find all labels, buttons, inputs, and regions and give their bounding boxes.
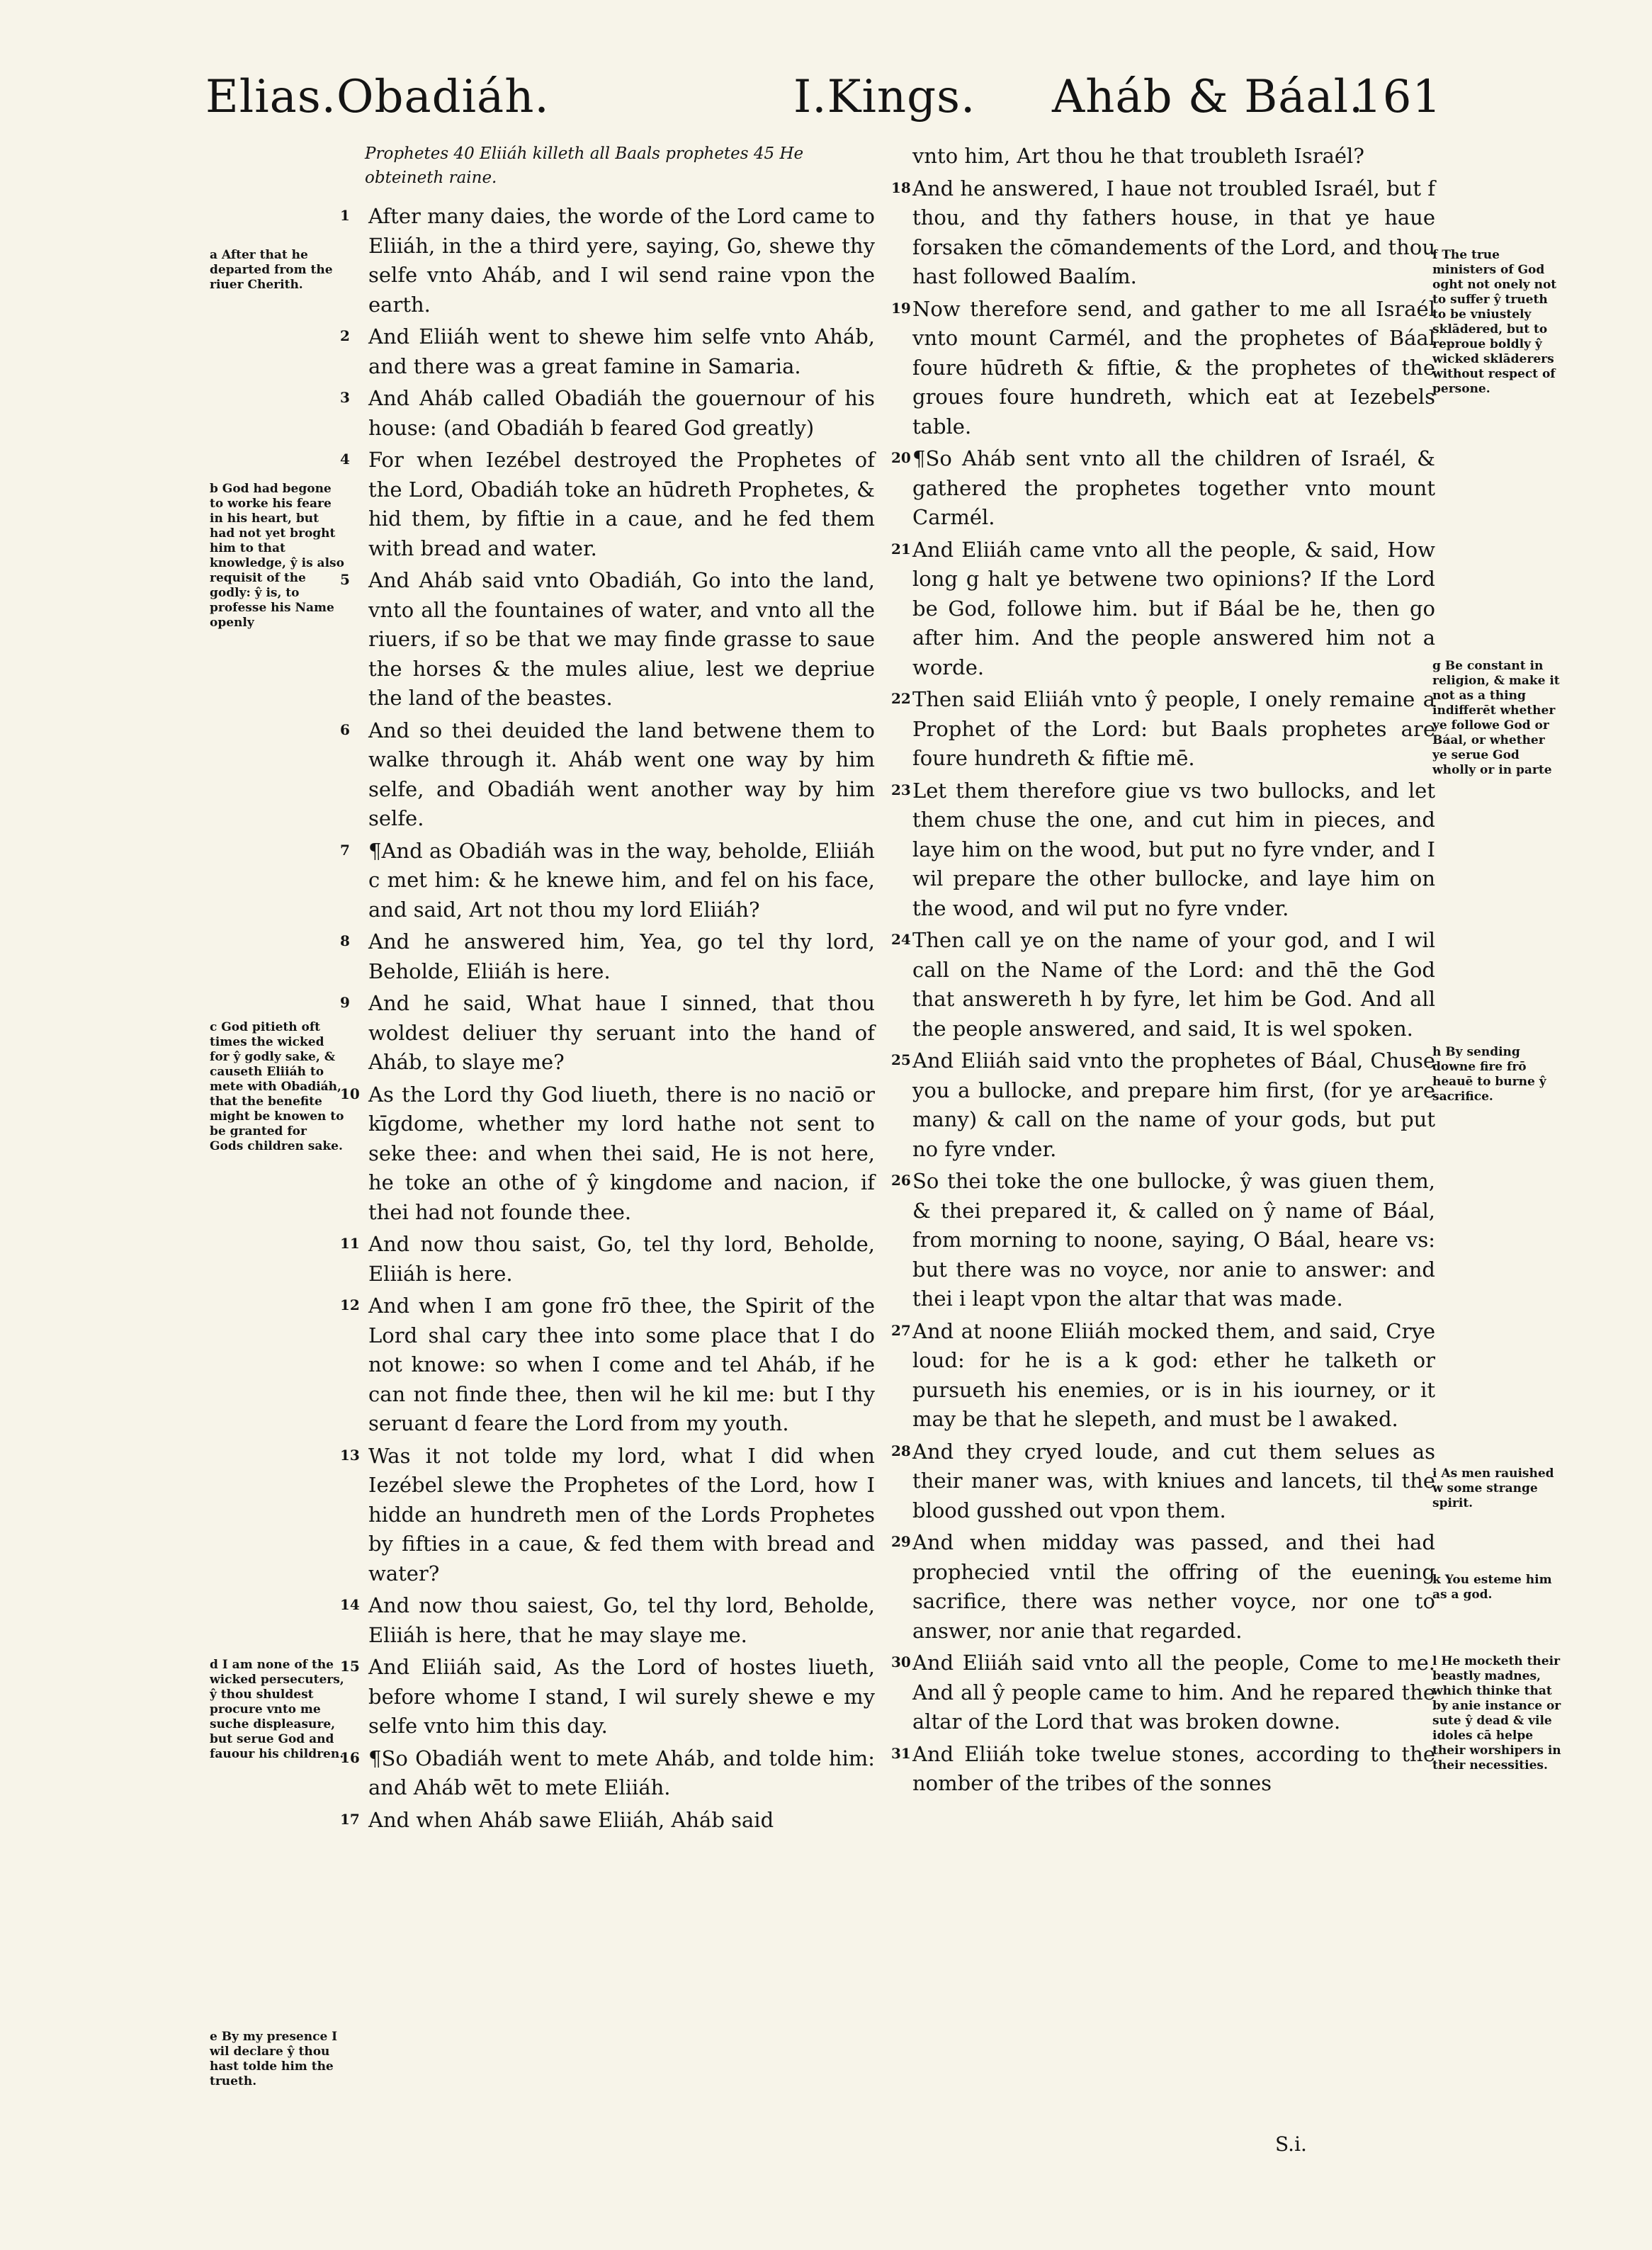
- verse-text: After many daies, the worde of the Lord came to Eliiáh, in the a third yere, saying, Go, shewe thy selfe vnto Aháb, and I wil send raine vpon the earth.: [368, 204, 875, 317]
- verse: [891, 174, 1435, 292]
- verse: [891, 1437, 1435, 1526]
- verse-text: And Eliiáh toke twelue stones, according to the nomber of the tribes of the sonnes: [912, 1741, 1435, 1795]
- margin-note: a After that he departed from the riuer Cherith.: [210, 248, 333, 292]
- verse-text: And now thou saiest, Go, tel thy lord, Beholde, Eliiáh is here, that he may slaye me.: [368, 1593, 875, 1647]
- verse-text: Then said Eliiáh vnto ŷ people, I onely remaine a Prophet of the Lord: but Baals prophetes are foure hundreth & fiftie mē.: [912, 687, 1435, 770]
- verse: [340, 322, 875, 381]
- verse: [891, 1317, 1435, 1435]
- verse-number: 4: [340, 451, 350, 468]
- margin-note: b God had begone to worke his feare in his heart, but had not yet broght him to that knowledge, ŷ is also requisit of the godly: ŷ is, to professe his Name openly: [210, 482, 344, 630]
- verse-text: And at noone Eliiáh mocked them, and said, Crye loud: for he is a k god: ether he talketh or pursueth his enemies, or is in his iourney, or it may be that he slepeth, and must be l awaked.: [912, 1318, 1435, 1431]
- verse-number: 16: [340, 1748, 360, 1766]
- margin-note: d I am none of the wicked persecuters, ŷ thou shuldest procure vnto me suche displeasure, but serue God and fauour his children.: [210, 1658, 344, 1761]
- verse-text: And Aháb called Obadiáh the gouernour of his house: (and Obadiáh b feared God greatly): [368, 386, 875, 440]
- verse-text: ¶And as Obadiáh was in the way, beholde, Eliiáh c met him: & he knewe him, and fel on his face, and said, Art not thou my lord Eliiáh?: [368, 838, 875, 922]
- verse-number: 9: [340, 994, 350, 1011]
- verse-number: 15: [340, 1658, 360, 1675]
- margin-note: g Be constant in religion, & make it not as a thing indifferēt whether ye followe God or Báal, or whether ye serue God wholly or in parte: [1432, 659, 1560, 777]
- verse: [891, 295, 1435, 442]
- verse: [891, 926, 1435, 1044]
- margin-note: f The true ministers of God oght not onely not to suffer ŷ trueth to be vniustely sklādered, but to reproue boldly ŷ wicked sklāderers without respect of persone.: [1432, 248, 1557, 396]
- verse-text: For when Iezébel destroyed the Prophetes of the Lord, Obadiáh toke an hūdreth Prophetes, & hid them, by fiftie in a caue, and he fed them with bread and water.: [368, 448, 875, 560]
- verse: [891, 1740, 1435, 1799]
- margin-note: k You esteme him as a god.: [1432, 1573, 1552, 1602]
- verse-number: 10: [340, 1085, 360, 1102]
- header-right-title: Aháb & Báal.: [1052, 71, 1364, 123]
- verse-number: 26: [891, 1172, 911, 1189]
- verse: [340, 927, 875, 986]
- verse: [340, 1744, 875, 1803]
- verse-number: 17: [340, 1810, 360, 1828]
- verse-text: And now thou saist, Go, tel thy lord, Beholde, Eliiáh is here.: [368, 1232, 875, 1286]
- verse-text: And he said, What haue I sinned, that thou woldest deliuer thy seruant into the hand of Aháb, to slaye me?: [368, 991, 875, 1074]
- verse-text: And Eliiáh came vnto all the people, & said, How long g halt ye betwene two opinions? If the Lord be God, followe him. but if Báal be he, then go after him. And the people answered him not a worde.: [912, 537, 1435, 679]
- verse-text: And when Aháb sawe Eliiáh, Aháb said: [368, 1807, 774, 1832]
- verse-text: vnto him, Art thou he that troubleth Israél?: [912, 144, 1364, 168]
- verse: [340, 446, 875, 563]
- verse: [340, 566, 875, 713]
- verse-text: So thei toke the one bullocke, ŷ was giuen them, & thei prepared it, & called on ŷ name of Báal, from morning to noone, saying, O Báal, heare vs: but there was no voyce, nor anie to answer: and thei i leapt vpon the altar that was made.: [912, 1169, 1435, 1311]
- header-left-title: Elias.Obadiáh.: [205, 71, 550, 123]
- page-number: 161: [1353, 71, 1442, 123]
- verse-text: Now therefore send, and gather to me all Israél vnto mount Carmél, and the prophetes of Báal foure hūdreth & fiftie, & the prophetes of the groues foure hundreth, which eat at Iezebels table.: [912, 296, 1435, 439]
- verse-text: Then call ye on the name of your god, and I wil call on the Name of the Lord: and thē the God that answereth h by fyre, let him be God. And all the people answered, and said, It is wel spoken.: [912, 928, 1435, 1041]
- verse: [340, 1080, 875, 1228]
- header-book-title: I.Kings.: [793, 71, 976, 123]
- verse-number: 25: [891, 1051, 911, 1068]
- verse-text: And he answered, I haue not troubled Israél, but f thou, and thy fathers house, in that ye haue forsaken the cōmandements of the Lord, and thou hast followed Baalím.: [912, 176, 1435, 288]
- margin-note: c God pitieth oft times the wicked for ŷ godly sake, & causeth Eliiáh to mete with Obadiáh, that the benefite might be knowen to be granted for Gods children sake.: [210, 1020, 344, 1153]
- verse-text: And Eliiáh said vnto the prophetes of Báal, Chuse you a bullocke, and prepare him first, (for ye are many) & call on the name of your gods, but put no fyre vnder.: [912, 1048, 1435, 1161]
- verse-number: 24: [891, 931, 911, 948]
- verse-number: 6: [340, 720, 350, 738]
- verse: [891, 1167, 1435, 1314]
- verse: [340, 1806, 875, 1836]
- verse-number: 22: [891, 690, 911, 707]
- verse-number: 28: [891, 1442, 911, 1459]
- verse-number: 8: [340, 932, 350, 949]
- left-text-column: [340, 202, 875, 1838]
- margin-note: h By sending downe fire frō heauē to burne ŷ sacrifice.: [1432, 1045, 1546, 1104]
- running-header: [205, 65, 1452, 143]
- verse: [891, 1046, 1435, 1164]
- verse: [340, 1230, 875, 1289]
- verse: [340, 989, 875, 1078]
- verse-text: And he answered him, Yea, go tel thy lord, Beholde, Eliiáh is here.: [368, 929, 875, 983]
- signature-mark: S.i.: [1275, 2132, 1307, 2156]
- verse-number: 11: [340, 1235, 360, 1252]
- verse-number: 13: [340, 1446, 360, 1464]
- verse-number: 21: [891, 540, 911, 558]
- verse-text: And when midday was passed, and thei had prophecied vntil the offring of the euening sacrifice, there was nether voyce, nor one to answer, nor anie that regarded.: [912, 1530, 1435, 1643]
- verse: [891, 776, 1435, 924]
- verse: [891, 1528, 1435, 1646]
- verse: [891, 142, 1435, 171]
- verse-number: 30: [891, 1653, 911, 1670]
- verse-number: 31: [891, 1744, 911, 1762]
- verse-text: ¶So Aháb sent vnto all the children of Israél, & gathered the prophetes together vnto mount Carmél.: [912, 446, 1435, 529]
- verse-text: Let them therefore giue vs two bullocks, and let them chuse the one, and cut him in pieces, and laye him on the wood, but put no fyre vnder, and I wil prepare the other bullocke, and laye him on the wood, and wil put no fyre vnder.: [912, 778, 1435, 920]
- verse-text: As the Lord thy God liueth, there is no naciō or kīgdome, whether my lord hathe not sent to seke thee: and when thei said, He is not here, he toke an othe of ŷ kingdome and nacion, if thei had not founde thee.: [368, 1082, 875, 1224]
- verse-number: 12: [340, 1296, 360, 1313]
- verse: [340, 1591, 875, 1650]
- verse-number: 20: [891, 449, 911, 466]
- chapter-summary: Prophetes 40 Eliiáh killeth all Baals prophetes 45 He obteineth raine.: [365, 145, 804, 187]
- verse-text: And when I am gone frō thee, the Spirit of the Lord shal cary thee into some place that I do not knowe: so when I come and tel Aháb, if he can not finde thee, then wil he kil me: but I thy seruant d feare the Lord from my youth.: [368, 1294, 875, 1435]
- verse-number: 27: [891, 1321, 911, 1339]
- verse-text: Was it not tolde my lord, what I did when Iezébel slewe the Prophetes of the Lord, how I hidde an hundreth men of the Lords Prophetes by fifties in a caue, & fed them with bread and water?: [368, 1443, 875, 1585]
- verse: [340, 1653, 875, 1741]
- verse-number: 7: [340, 841, 350, 859]
- margin-note: i As men rauished w some strange spirit.: [1432, 1466, 1554, 1510]
- verse-number: 14: [340, 1596, 360, 1613]
- verse-text: And Eliiáh said vnto all the people, Come to me. And all ŷ people came to him. And he repared the altar of the Lord that was broken downe.: [912, 1651, 1435, 1734]
- verse-text: And Aháb said vnto Obadiáh, Go into the land, vnto all the fountaines of water, and vnto all the riuers, if so be that we may finde grasse to saue the horses & the mules aliue, lest we depriue the land of the beastes.: [368, 568, 875, 710]
- verse-text: ¶So Obadiáh went to mete Aháb, and tolde him: and Aháb wēt to mete Eliiáh.: [368, 1746, 875, 1799]
- verse-number: 18: [891, 179, 911, 196]
- verse-number: 19: [891, 299, 911, 317]
- verse-number: 5: [340, 571, 350, 588]
- verse: [340, 716, 875, 834]
- verse: [340, 202, 875, 320]
- verse: [891, 1649, 1435, 1737]
- verse-number: 29: [891, 1533, 911, 1550]
- verse: [891, 444, 1435, 533]
- verse: [340, 1442, 875, 1589]
- verse: [891, 536, 1435, 683]
- verse-text: And they cryed loude, and cut them selues as their maner was, with kniues and lancets, til the blood gusshed out vpon them.: [912, 1439, 1435, 1522]
- verse-text: And so thei deuided the land betwene them to walke through it. Aháb went one way by him selfe, and Obadiáh went another way by him selfe.: [368, 718, 875, 830]
- right-text-column: [891, 142, 1435, 1802]
- verse: [340, 837, 875, 925]
- verse-text: And Eliiáh said, As the Lord of hostes liueth, before whome I stand, I wil surely shewe e my selfe vnto him this day.: [368, 1655, 875, 1738]
- margin-note: l He mocketh their beastly madnes, which thinke that by anie instance or sute ŷ dead & vile idoles cā helpe their worshipers in their necessities.: [1432, 1654, 1561, 1773]
- verse-number: 2: [340, 327, 350, 344]
- verse: [340, 1291, 875, 1439]
- verse-number: 23: [891, 781, 911, 798]
- verse-number: 3: [340, 389, 350, 406]
- margin-note: e By my presence I wil declare ŷ thou hast tolde him the trueth.: [210, 2030, 338, 2088]
- verse: [891, 685, 1435, 774]
- verse: [340, 384, 875, 443]
- verse-number: 1: [340, 207, 350, 224]
- verse-text: And Eliiáh went to shewe him selfe vnto Aháb, and there was a great famine in Samaria.: [368, 324, 875, 378]
